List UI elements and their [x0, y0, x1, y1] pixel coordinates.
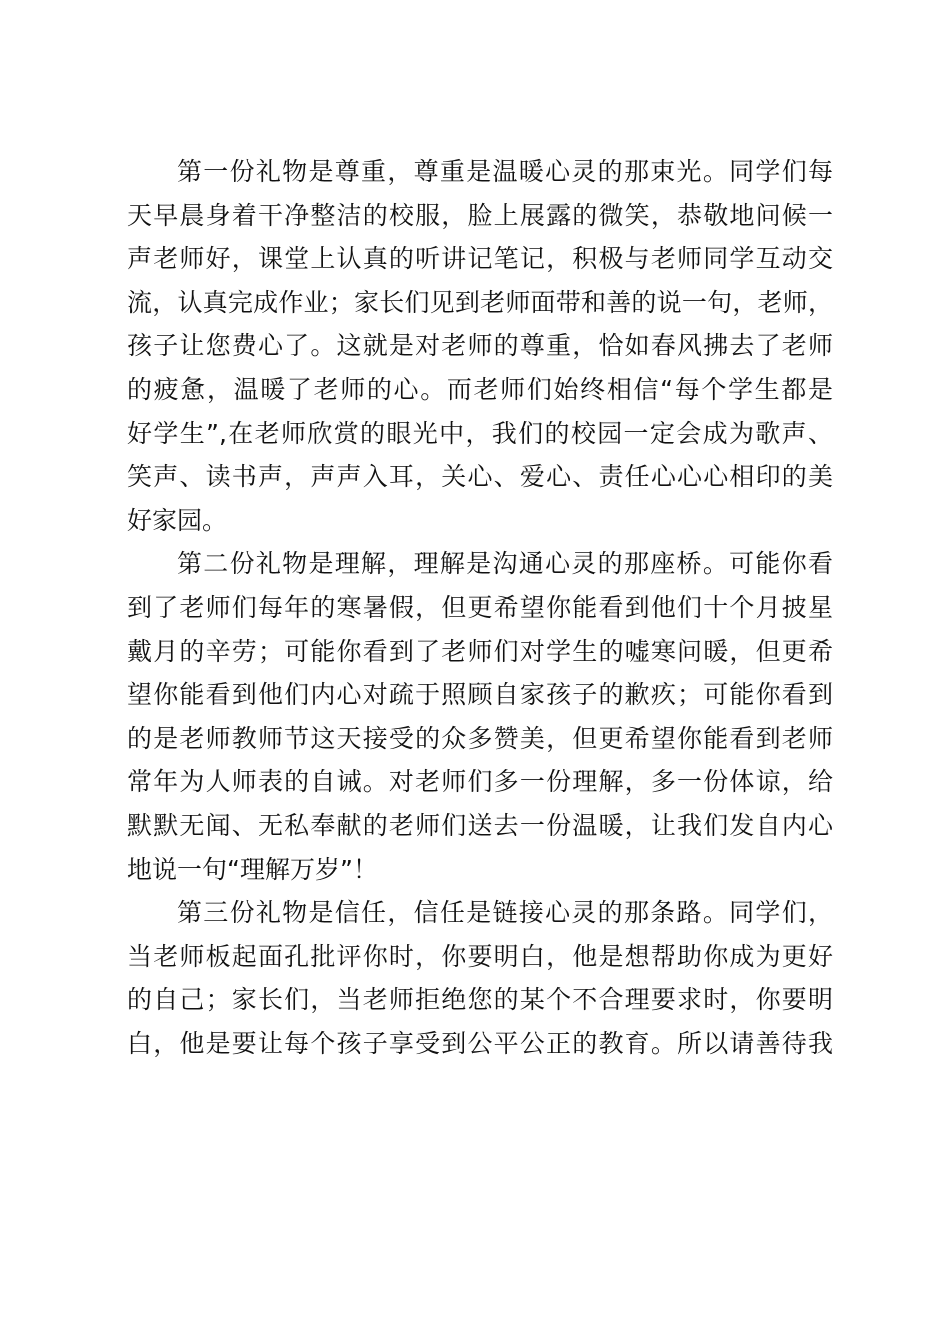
text-line: 到了老师们每年的寒暑假，但更希望你能看到他们十个月披星	[127, 592, 833, 622]
document-page	[127, 150, 833, 1065]
text-line: 望你能看到他们内心对疏于照顾自家孩子的歉疚；可能你看到	[127, 680, 833, 710]
text-line: 白，他是要让每个孩子享受到公平公正的教育。所以请善待我	[127, 1028, 833, 1058]
text-line: 默默无闻、无私奉献的老师们送去一份温暖，让我们发自内心	[127, 810, 833, 840]
text-line: 的疲惫，温暖了老师的心。而老师们始终相信“每个学生都是	[127, 374, 833, 404]
text-line: 流，认真完成作业；家长们见到老师面带和善的说一句，老师，	[127, 287, 833, 317]
text-line: 戴月的辛劳；可能你看到了老师们对学生的嘘寒问暖，但更希	[127, 636, 833, 666]
text-line: 天早晨身着干净整洁的校服，脸上展露的微笑，恭敬地问候一	[127, 200, 833, 230]
text-line: 第三份礼物是信任，信任是链接心灵的那条路。同学们，	[177, 898, 833, 928]
paragraph-respect	[127, 150, 833, 542]
text-line: 声老师好，课堂上认真的听讲记笔记，积极与老师同学互动交	[127, 244, 833, 274]
text-line: 常年为人师表的自诫。对老师们多一份理解，多一份体谅，给	[127, 767, 833, 797]
text-line: 孩子让您费心了。这就是对老师的尊重，恰如春风拂去了老师	[127, 331, 833, 361]
paragraph-trust	[127, 891, 833, 1065]
text-line: 第二份礼物是理解，理解是沟通心灵的那座桥。可能你看	[177, 549, 833, 579]
text-line: 笑声、读书声，声声入耳，关心、爱心、责任心心心相印的美	[127, 462, 833, 492]
text-line: 好学生”,在老师欣赏的眼光中，我们的校园一定会成为歌声、	[127, 418, 833, 448]
paragraph-understanding	[127, 542, 833, 891]
text-line: 地说一句“理解万岁”！	[127, 854, 378, 884]
text-line: 当老师板起面孔批评你时，你要明白，他是想帮助你成为更好	[127, 941, 833, 971]
text-line: 的是老师教师节这天接受的众多赞美，但更希望你能看到老师	[127, 723, 833, 753]
text-line: 好家园。	[127, 505, 228, 535]
text-line: 第一份礼物是尊重，尊重是温暖心灵的那束光。同学们每	[177, 157, 833, 186]
text-line: 的自己；家长们，当老师拒绝您的某个不合理要求时，你要明	[127, 985, 833, 1015]
